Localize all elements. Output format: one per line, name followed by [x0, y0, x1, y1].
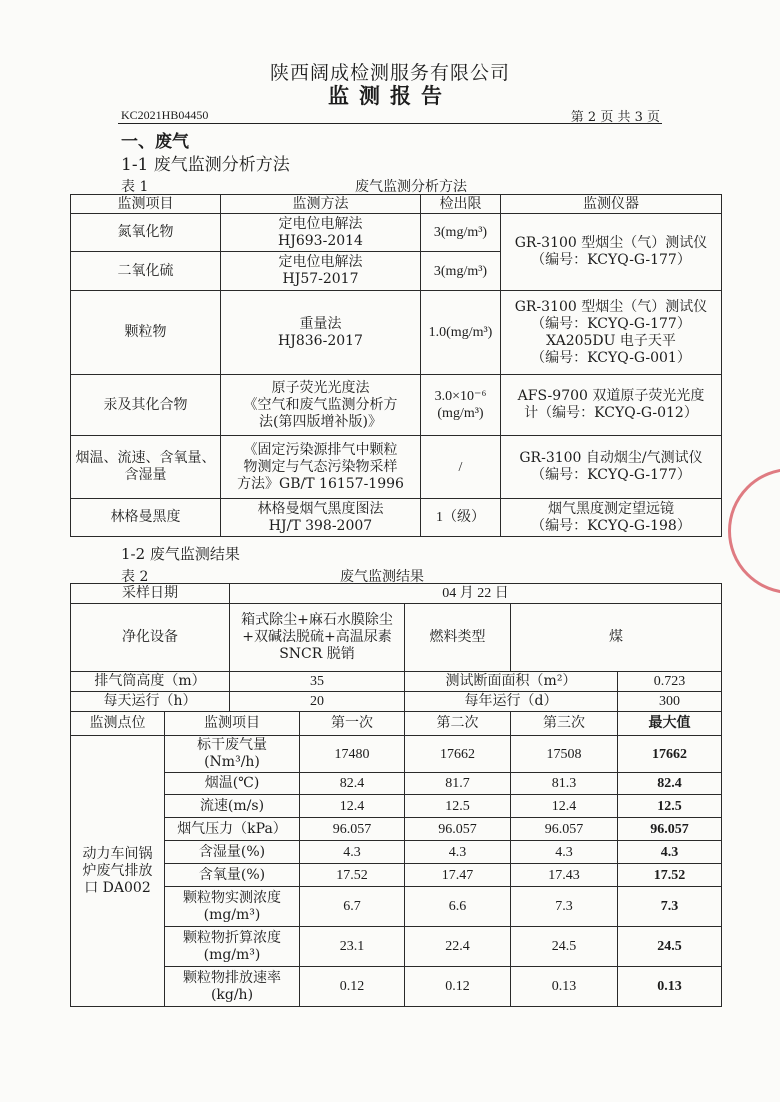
item-cell: 流速(m/s) [165, 795, 300, 818]
method-cell: 林格曼烟气黑度图法 HJ/T 398-2007 [221, 499, 421, 537]
value-cell: 24.5 [511, 927, 618, 967]
equipment-value: 箱式除尘+麻石水膜除尘 +双碱法脱硫+高温尿素 SNCR 脱销 [230, 604, 405, 672]
instrument-cell: GR-3100 型烟尘（气）测试仪 （编号：KCYQ-G-177） XA205DU 电子天平 （编号：KCYQ-G-001） [501, 291, 722, 375]
col-header-point: 监测点位 [71, 712, 165, 736]
max-cell: 0.13 [618, 967, 722, 1007]
item-cell: 标干废气量 (Nm³/h) [165, 736, 300, 773]
instrument-cell: GR-3100 型烟尘（气）测试仪 （编号：KCYQ-G-177） [501, 214, 722, 291]
value-cell: 6.7 [300, 887, 405, 927]
item-cell: 烟温、流速、含氧量、 含湿量 [71, 436, 221, 499]
header-cell: 监测方法 [221, 195, 421, 214]
item-cell: 烟温(℃) [165, 773, 300, 795]
item-cell: 含湿量(%) [165, 841, 300, 864]
value-cell: 17.52 [300, 864, 405, 887]
value-cell: 96.057 [405, 818, 511, 841]
report-number: KC2021HB04450 [121, 108, 209, 122]
value-cell: 17.43 [511, 864, 618, 887]
col-header-third: 第三次 [511, 712, 618, 736]
value-cell: 0.13 [511, 967, 618, 1007]
col-header-max: 最大值 [618, 712, 722, 736]
report-title: 监测报告 [328, 83, 452, 108]
method-cell: 定电位电解法 HJ57-2017 [221, 252, 421, 291]
value-cell: 23.1 [300, 927, 405, 967]
page-number: 第 2 页 共 3 页 [570, 110, 660, 125]
value-cell: 12.4 [511, 795, 618, 818]
header-cell: 监测仪器 [501, 195, 722, 214]
methods-table [70, 194, 722, 537]
value-cell: 4.3 [511, 841, 618, 864]
value-cell: 96.057 [300, 818, 405, 841]
value-cell: 81.7 [405, 773, 511, 795]
value-cell: 81.3 [511, 773, 618, 795]
value-cell: 12.5 [405, 795, 511, 818]
value-cell: 17662 [405, 736, 511, 773]
instrument-cell: GR-3100 自动烟尘/气测试仪 （编号：KCYQ-G-177） [501, 436, 722, 499]
header-divider [118, 123, 662, 124]
max-cell: 17.52 [618, 864, 722, 887]
fuel-label: 燃料类型 [405, 604, 511, 672]
monitoring-point: 动力车间锅 炉废气排放 口 DA002 [71, 736, 165, 1007]
method-cell: 定电位电解法 HJ693-2014 [221, 214, 421, 252]
fuel-value: 煤 [511, 604, 722, 672]
value-cell: 82.4 [300, 773, 405, 795]
limit-cell: / [421, 436, 501, 499]
max-cell: 24.5 [618, 927, 722, 967]
table2-caption: 废气监测结果 [340, 569, 424, 585]
header-cell: 检出限 [421, 195, 501, 214]
item-cell: 林格曼黑度 [71, 499, 221, 537]
item-cell: 汞及其化合物 [71, 375, 221, 436]
method-cell: 重量法 HJ836-2017 [221, 291, 421, 375]
date-value: 04 月 22 日 [230, 584, 722, 604]
item-cell: 颗粒物 [71, 291, 221, 375]
value-cell: 0.12 [300, 967, 405, 1007]
stack-height-label: 排气筒高度（m） [71, 672, 230, 692]
official-seal [728, 468, 780, 594]
header-cell: 监测项目 [71, 195, 221, 214]
max-cell: 17662 [618, 736, 722, 773]
item-cell: 颗粒物折算浓度 (mg/m³) [165, 927, 300, 967]
instrument-cell: AFS-9700 双道原子荧光光度 计（编号：KCYQ-G-012） [501, 375, 722, 436]
item-cell: 烟气压力（kPa） [165, 818, 300, 841]
date-label: 采样日期 [71, 584, 230, 604]
col-header-item: 监测项目 [165, 712, 300, 736]
table1-number: 表 1 [121, 179, 149, 195]
limit-cell: 3(mg/m³) [421, 252, 501, 291]
value-cell: 4.3 [405, 841, 511, 864]
max-cell: 7.3 [618, 887, 722, 927]
value-cell: 4.3 [300, 841, 405, 864]
value-cell: 12.4 [300, 795, 405, 818]
max-cell: 96.057 [618, 818, 722, 841]
section-area-value: 0.723 [618, 672, 722, 692]
table2-number: 表 2 [121, 569, 149, 585]
max-cell: 4.3 [618, 841, 722, 864]
yearly-run-value: 300 [618, 692, 722, 712]
company-name: 陕西阔成检测服务有限公司 [269, 62, 510, 84]
yearly-run-label: 每年运行（d） [405, 692, 618, 712]
subsection-heading-methods: 1-1 废气监测分析方法 [121, 155, 290, 175]
limit-cell: 3(mg/m³) [421, 214, 501, 252]
section-area-label: 测试断面面积（m²） [405, 672, 618, 692]
value-cell: 17508 [511, 736, 618, 773]
limit-cell: 1（级） [421, 499, 501, 537]
value-cell: 22.4 [405, 927, 511, 967]
value-cell: 17.47 [405, 864, 511, 887]
equipment-label: 净化设备 [71, 604, 230, 672]
stack-height-value: 35 [230, 672, 405, 692]
value-cell: 96.057 [511, 818, 618, 841]
method-cell: 《固定污染源排气中颗粒 物测定与气态污染物采样 方法》GB/T 16157-1996 [221, 436, 421, 499]
results-table [70, 583, 722, 1007]
value-cell: 7.3 [511, 887, 618, 927]
value-cell: 6.6 [405, 887, 511, 927]
value-cell: 0.12 [405, 967, 511, 1007]
max-cell: 82.4 [618, 773, 722, 795]
limit-cell: 3.0×10⁻⁶ (mg/m³) [421, 375, 501, 436]
daily-run-label: 每天运行（h） [71, 692, 230, 712]
item-cell: 含氧量(%) [165, 864, 300, 887]
section-heading-waste-gas: 一、废气 [121, 132, 189, 152]
daily-run-value: 20 [230, 692, 405, 712]
method-cell: 原子荧光光度法 《空气和废气监测分析方 法(第四版增补版)》 [221, 375, 421, 436]
item-cell: 二氧化硫 [71, 252, 221, 291]
limit-cell: 1.0(mg/m³) [421, 291, 501, 375]
instrument-cell: 烟气黑度测定望远镜 （编号：KCYQ-G-198） [501, 499, 722, 537]
table1-caption: 废气监测分析方法 [355, 179, 467, 195]
item-cell: 颗粒物排放速率 (kg/h) [165, 967, 300, 1007]
value-cell: 17480 [300, 736, 405, 773]
subsection-heading-results: 1-2 废气监测结果 [121, 545, 240, 563]
item-cell: 颗粒物实测浓度 (mg/m³) [165, 887, 300, 927]
max-cell: 12.5 [618, 795, 722, 818]
col-header-first: 第一次 [300, 712, 405, 736]
item-cell: 氮氧化物 [71, 214, 221, 252]
col-header-second: 第二次 [405, 712, 511, 736]
